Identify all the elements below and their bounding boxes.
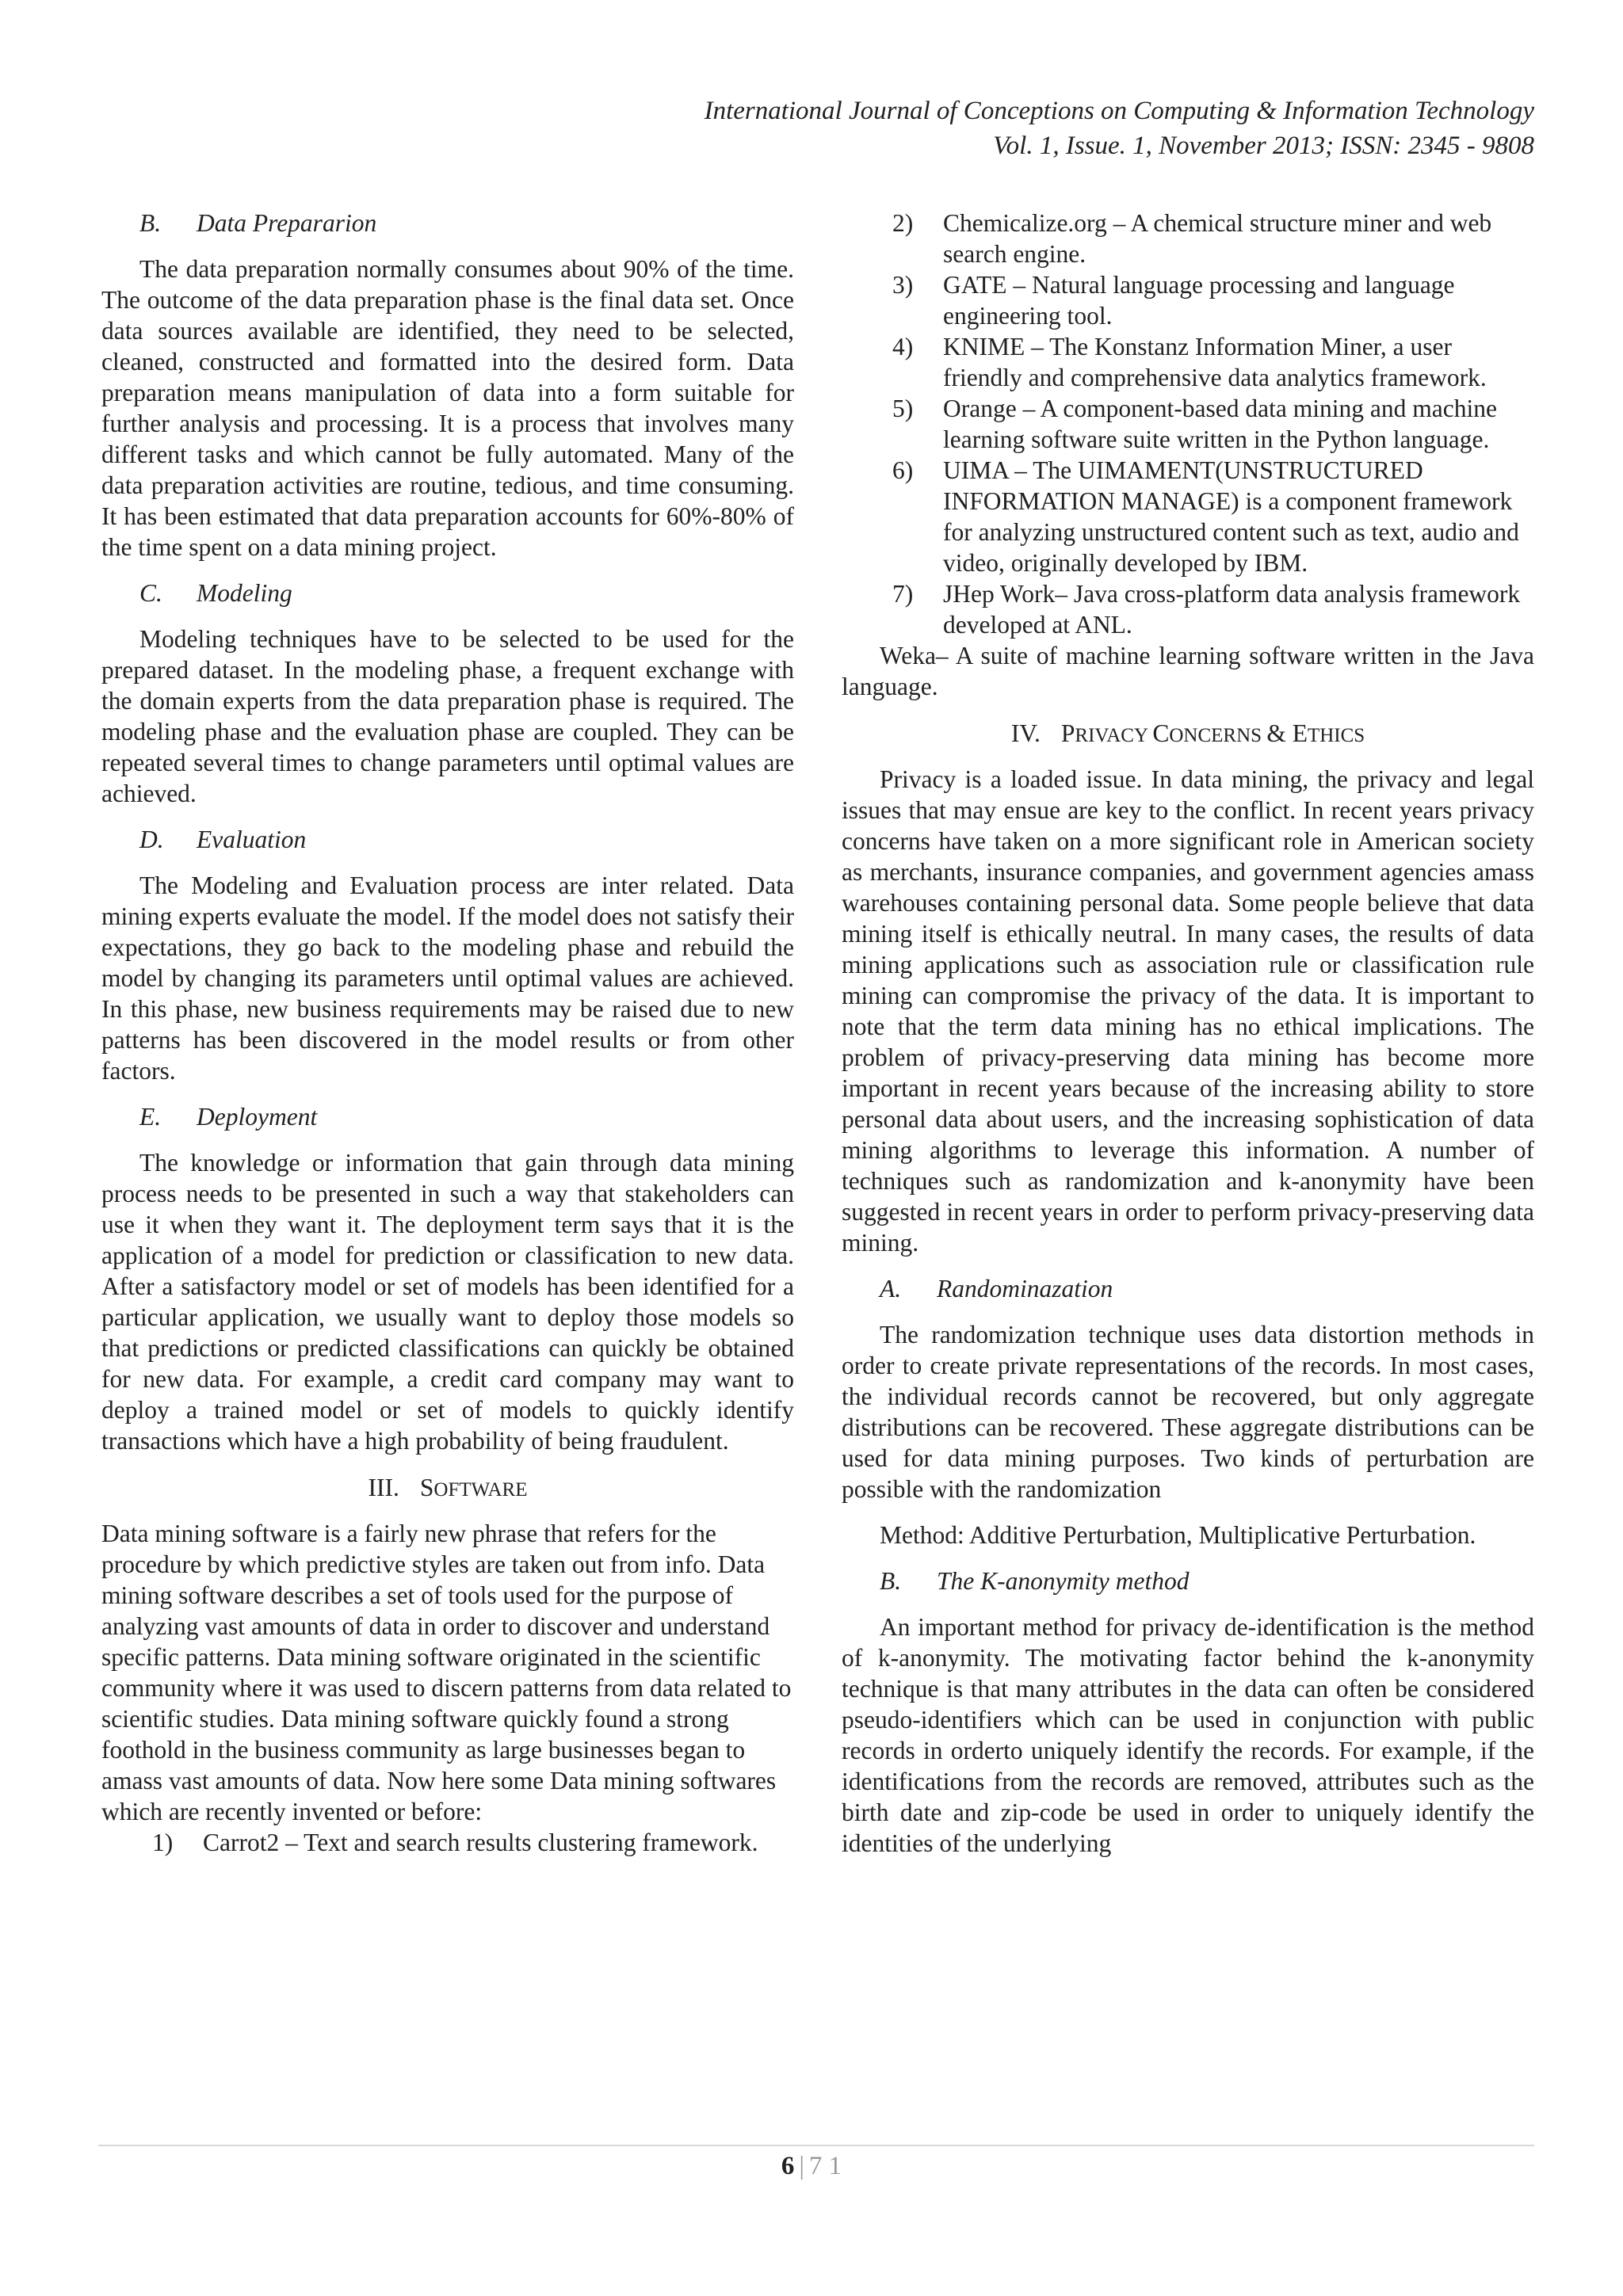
list-item-text: Carrot2 – Text and search results clustering framework. (203, 1829, 758, 1856)
subheading-number: C. (139, 579, 162, 607)
subheading-k-anonymity (842, 1566, 1534, 1596)
paragraph-randomization: The randomization technique uses data distortion methods in order to create private representations of the records. In most cases, the individual records cannot be recovered, but only aggregate distributions can be recovered. These aggregate distributions can be used for data mining purposes. Two kinds of perturbation are possible with the randomization (842, 1321, 1534, 1503)
list-item-text: UIMA – The UIMAMENT(UNSTRUCTURED INFORMATION MANAGE) is a component framework for analyzing unstructured content such as text, audio and video, originally developed by IBM. (943, 456, 1519, 577)
list-item (101, 1827, 794, 1858)
list-item (842, 331, 1534, 393)
section-title-rest: OFTWARE (433, 1479, 528, 1501)
paragraph-perturbation-method: Method: Additive Perturbation, Multiplicative Perturbation. (880, 1521, 1476, 1549)
page-total: 7 1 (808, 2152, 842, 2180)
paragraph-data-preparation: The data preparation normally consumes about 90% of the time. The outcome of the data preparation phase is the final data set. Once data sources available are identified, they need to be selected, cleaned, constructed and formatted into the desired form. Data preparation means manipulation of data into a form suitable for further analysis and processing. It is a process that involves many different tasks and which cannot be fully automated. Many of the data preparation activities are routine, tedious, and time consuming. It has been estimated that data preparation accounts for 60%-80% of the time spent on a data mining project. (101, 255, 794, 561)
subheading-number: A. (880, 1275, 902, 1302)
subheading-modeling (101, 578, 794, 608)
subheading-data-preparation (101, 208, 794, 238)
list-item (842, 393, 1534, 455)
footer-divider (98, 2145, 1534, 2146)
paragraph-software: Data mining software is a fairly new phrase that refers for the procedure by which predictive styles are taken out from info. Data mining software describes a set of tools used for the purpose of analyzing vast amounts of data in order to discover and understand specific patterns. Data mining software originated in the scientific community where it was used to discern patterns from data related to scientific studies. Data mining software quickly found a strong foothold in the business community as large businesses began to amass vast amounts of data. Now here some Data mining softwares which are recently invented or before: (101, 1520, 792, 1825)
list-item-text: Orange – A component-based data mining and machine learning software suite written in the Python language. (943, 395, 1497, 453)
paragraph-deployment: The knowledge or information that gain through data mining process needs to be presented in such a way that stakeholders can use it when they want it. The deployment term says that it is the application of a model for prediction or classification to new data. After a satisfactory model or set of models has been identified for a particular application, we usually want to deploy those models so that predictions or predicted classifications can quickly be obtained for new data. For example, a credit card company may want to deploy a trained model or set of models to quickly identify transactions which have a high probability of being fraudulent. (101, 1149, 794, 1455)
list-item (842, 455, 1534, 578)
subheading-title: The K-anonymity method (937, 1567, 1190, 1595)
section-title-rest: RIVACY (1075, 725, 1153, 746)
paragraph-weka: Weka– A suite of machine learning software written in the Java language. (842, 642, 1534, 700)
list-item-number: 2) (892, 209, 914, 237)
list-item-text: KNIME – The Konstanz Information Miner, a user friendly and comprehensive data analytics framework. (943, 333, 1487, 391)
list-item-text: Chemicalize.org – A chemical structure miner and web search engine. (943, 209, 1492, 268)
list-item-number: 3) (892, 271, 914, 299)
page-separator: | (799, 2152, 804, 2180)
subheading-evaluation (101, 824, 794, 855)
subheading-number: B. (139, 209, 162, 237)
subheading-title: Modeling (197, 579, 292, 607)
subheading-deployment (101, 1101, 794, 1132)
section-title-rest: THICS (1307, 725, 1365, 746)
section-title-initial: P (1060, 719, 1075, 747)
list-item (842, 578, 1534, 640)
list-item-number: 6) (892, 456, 914, 484)
section-heading-software (101, 1472, 794, 1505)
paragraph-evaluation: The Modeling and Evaluation process are inter related. Data mining experts evaluate the model. If the model does not satisfy their expectations, they go back to the modeling phase and rebuild the model by changing its parameters until optimal values are achieved. In this phase, new business requirements may be raised due to new patterns has been discovered in the model results or from other factors. (101, 871, 794, 1085)
software-list-continued (842, 208, 1534, 640)
subheading-title: Data Prepararion (197, 209, 377, 237)
subheading-title: Deployment (197, 1103, 318, 1131)
subheading-title: Evaluation (197, 826, 307, 853)
subheading-number: B. (880, 1567, 902, 1595)
list-item-number: 4) (892, 333, 914, 360)
section-number: IV. (1010, 719, 1041, 747)
software-list (101, 1827, 794, 1858)
list-item-text: JHep Work– Java cross-platform data analysis framework developed at ANL. (943, 580, 1521, 639)
subheading-randomization (842, 1273, 1534, 1304)
journal-title: International Journal of Conceptions on Computing & Information Technology (704, 97, 1534, 125)
section-title-rest: ONCERNS (1169, 725, 1267, 746)
right-column (842, 208, 1534, 1859)
list-item (842, 269, 1534, 331)
list-item (842, 208, 1534, 269)
subheading-number: D. (139, 826, 164, 853)
journal-volume: Vol. 1, Issue. 1, November 2013; ISSN: 2345 - 9808 (993, 132, 1534, 160)
paragraph-privacy: Privacy is a loaded issue. In data mining, the privacy and legal issues that may ensue are key to the conflict. In recent years privacy concerns have taken on a more significant role in American society as merchants, insurance companies, and government agencies amass warehouses containing personal data. Some people believe that data mining itself is ethically neutral. In many cases, the results of data mining applications such as association rule or classification rule mining can compromise the privacy of the data. It is important to note that the term data mining has no ethical implications. The problem of privacy-preserving data mining has become more important in recent years because of the increasing ability to store personal data about users, and the increasing sophistication of data mining algorithms to leverage this information. A number of techniques such as randomization and k-anonymity have been suggested in recent years in order to perform privacy-preserving data mining. (842, 765, 1534, 1257)
subheading-title: Randominazation (937, 1275, 1113, 1302)
section-heading-privacy (842, 718, 1534, 751)
paragraph-modeling: Modeling techniques have to be selected to be used for the prepared dataset. In the modeling phase, a frequent exchange with the domain experts from the data preparation phase is required. The modeling phase and the evaluation phase are coupled. They can be repeated several times to change parameters until optimal values are achieved. (101, 625, 794, 807)
left-column (101, 208, 794, 1858)
page-number (0, 2149, 1623, 2183)
list-item-number: 5) (892, 395, 914, 422)
journal-header (425, 93, 1534, 163)
section-title-initial: S (419, 1474, 434, 1501)
list-item-number: 1) (152, 1829, 174, 1856)
section-number: III. (368, 1474, 399, 1501)
paragraph-k-anonymity: An important method for privacy de-identification is the method of k-anonymity. The motivating factor behind the k-anonymity technique is that many attributes in the data can often be considered pseudo-identifiers which can be used in conjunction with public records in orderto uniquely identify the records. For example, if the identifications from the records are removed, attributes such as the birth date and zip-code be used in order to uniquely identify the identities of the underlying (842, 1613, 1534, 1857)
current-page: 6 (781, 2152, 795, 2180)
list-item-text: GATE – Natural language processing and language engineering tool. (943, 271, 1455, 330)
section-title-initial: C (1152, 719, 1170, 747)
list-item-number: 7) (892, 580, 914, 608)
section-title-initial: & E (1266, 719, 1308, 747)
subheading-number: E. (139, 1103, 162, 1131)
